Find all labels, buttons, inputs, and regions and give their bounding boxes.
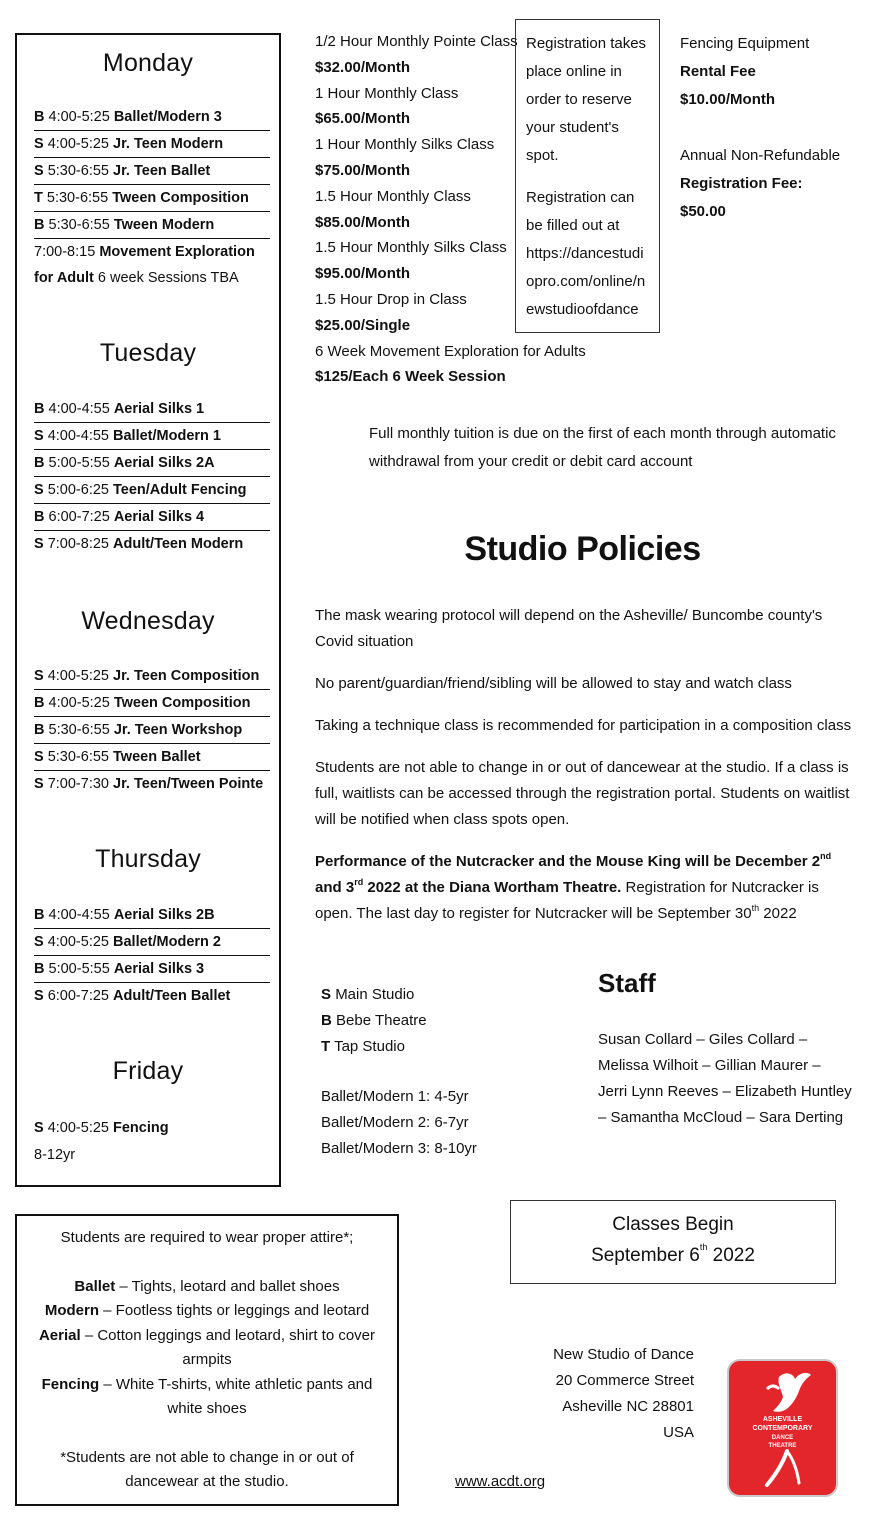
registration-url[interactable]: https://dancestudi [526,245,644,262]
logo-text: CONTEMPORARY [752,1425,813,1432]
logo-text: THEATRE [768,1443,797,1449]
schedule-row: S 5:00-6:25 Teen/Adult Fencing [34,477,270,504]
schedule-row: B 5:30-6:55 Tween Modern [34,212,270,239]
schedule-row: B 4:00-5:25 Tween Composition [34,690,270,717]
price-value: $32.00/Month [315,58,411,76]
attire-item: Ballet – Tights, leotard and ballet shoes [74,1277,340,1295]
price-label: 1/2 Hour Monthly Pointe Class [315,33,518,50]
policy-item: Taking a technique class is recommended for participation in a composition class [315,717,852,734]
age-groups [321,1084,477,1162]
attire-footnote: *Students are not able to change in or out of dancewear at the studio. [60,1448,354,1490]
wednesday-schedule [34,663,270,798]
studio-name: New Studio of Dance [553,1346,694,1363]
policy-performance: Performance of the Nutcracker and the Mouse King will be December 2nd and 3rd 2022 at the Diana Wortham Theatre. Registration for Nutcracker is open. The last day to register for Nutcracker will be September 30th 2022 [315,851,832,922]
day-title-friday: Friday [112,1057,184,1085]
price-value: $75.00/Month [315,161,411,179]
schedule-row: S 4:00-5:25 Ballet/Modern 2 [34,929,270,956]
acdt-logo [727,1359,838,1497]
schedule-row: B 4:00-4:55 Aerial Silks 2B [34,902,270,929]
attire-box [15,1214,399,1506]
fencing-label: Fencing Equipment [680,35,810,52]
schedule-row: B 4:00-4:55 Aerial Silks 1 [34,396,270,423]
schedule-row: B 6:00-7:25 Aerial Silks 4 [34,504,270,531]
registration-fee-label: Registration Fee: [680,175,803,192]
friday-schedule [34,1115,270,1169]
website-link[interactable]: www.acdt.org [455,1473,546,1490]
price-value: $125/Each 6 Week Session [315,368,506,386]
attire-item: Modern – Footless tights or leggings and leotard [44,1302,370,1319]
schedule-row: S 4:00-5:25 Jr. Teen Composition [34,663,270,690]
classes-begin-title: Classes Begin [612,1214,734,1235]
age-group: Ballet/Modern 1: 4-5yr [321,1088,469,1105]
classes-begin-box [510,1200,836,1284]
schedule-row: S 4:00-5:25 Fencing [34,1120,169,1136]
policy-item: The mask wearing protocol will depend on the Asheville/ Buncombe county's Covid situation [315,607,823,650]
staff-names: Susan Collard – Giles Collard – Melissa Wilhoit – Gillian Maurer – Jerri Lynn Reeves – Elizabeth Huntley – Samantha McCloud – Sara Derting [598,1031,852,1126]
schedule-row-adult-exploration: 7:00-8:15 Movement Exploration for Adult 6 week Sessions TBA [34,244,255,286]
attire-item: Aerial – Cotton leggings and leotard, shirt to cover armpits [38,1326,376,1368]
schedule-row: S 7:00-7:30 Jr. Teen/Tween Pointe [34,776,264,792]
fees-block [680,30,860,226]
logo-text: ASHEVILLE [762,1416,803,1423]
studio-street: 20 Commerce Street [555,1372,694,1389]
registration-info-box [515,19,660,333]
legend-item: B Bebe Theatre [321,1012,427,1029]
studio-legend [321,982,427,1060]
thursday-schedule [34,902,270,1010]
staff-title: Staff [598,968,656,998]
tuesday-schedule [34,396,270,558]
classes-begin-date: September 6th 2022 [591,1242,755,1266]
acdt-logo-icon [727,1359,838,1497]
schedule-row: S 5:30-6:55 Jr. Teen Ballet [34,158,270,185]
studio-address [500,1342,694,1446]
policies-list [315,603,860,943]
policies-title: Studio Policies [464,530,701,568]
tuition-note: Full monthly tuition is due on the first of each month through automatic withdrawal from your credit or debit card account [369,425,836,470]
schedule-row: S 4:00-5:25 Jr. Teen Modern [34,131,270,158]
studio-city: Asheville NC 28801 [562,1398,694,1415]
price-label: 1.5 Hour Drop in Class [315,290,467,308]
price-value: $25.00/Single [315,316,411,334]
age-group: Ballet/Modern 2: 6-7yr [321,1114,469,1131]
price-label: 1 Hour Monthly Class [315,84,459,102]
schedule-row: B 4:00-5:25 Ballet/Modern 3 [34,104,270,131]
schedule-row: B 5:30-6:55 Jr. Teen Workshop [34,717,270,744]
schedule-row: T 5:30-6:55 Tween Composition [34,185,270,212]
policy-item: Students are not able to change in or out of dancewear at the studio. If a class is full, waitlists can be accessed through the registration portal. Students on waitlist will be notified when class spots open. [315,759,850,828]
registration-text: Registration takes place online in order to reserve your student's spot. [526,35,647,164]
price-label: 1.5 Hour Monthly Silks Class [315,239,507,257]
schedule-row: S 5:30-6:55 Tween Ballet [34,744,270,771]
schedule-row: S 4:00-4:55 Ballet/Modern 1 [34,423,270,450]
attire-intro: Students are required to wear proper attire*; [60,1229,354,1246]
day-title-thursday: Thursday [95,845,201,873]
studio-country: USA [663,1424,694,1441]
monday-schedule [34,104,270,291]
schedule-note: 8-12yr [34,1147,76,1163]
legend-item: S Main Studio [321,986,415,1003]
class-schedule-panel [15,33,281,1187]
registration-fee: $50.00 [680,203,726,220]
schedule-row: B 5:00-5:55 Aerial Silks 2A [34,450,270,477]
day-title-wednesday: Wednesday [81,607,215,635]
price-value: $65.00/Month [315,110,411,128]
logo-text: DANCE [771,1435,794,1441]
policy-item: No parent/guardian/friend/sibling will be allowed to stay and watch class [315,675,792,692]
price-label: 6 Week Movement Exploration for Adults [315,342,586,360]
attire-item: Fencing – White T-shirts, white athletic pants and white shoes [41,1375,373,1417]
legend-item: T Tap Studio [321,1038,405,1055]
price-value: $85.00/Month [315,213,411,231]
fencing-fee-label: Rental Fee [680,63,756,80]
day-title-tuesday: Tuesday [99,339,197,367]
price-label: 1 Hour Monthly Silks Class [315,136,495,154]
price-value: $95.00/Month [315,265,411,283]
schedule-row: B 5:00-5:55 Aerial Silks 3 [34,956,270,983]
annual-fee-label: Annual Non-Refundable [680,147,841,164]
fencing-fee: $10.00/Month [680,91,776,108]
day-title-monday: Monday [102,49,194,77]
registration-url-text: Registration can be filled out at https://dancestudi opro.com/online/n ewstudioofdance [526,189,646,318]
age-group: Ballet/Modern 3: 8-10yr [321,1140,477,1157]
schedule-row: S 6:00-7:25 Adult/Teen Ballet [34,988,231,1004]
price-label: 1.5 Hour Monthly Class [315,187,471,205]
schedule-row: S 7:00-8:25 Adult/Teen Modern [34,536,244,552]
